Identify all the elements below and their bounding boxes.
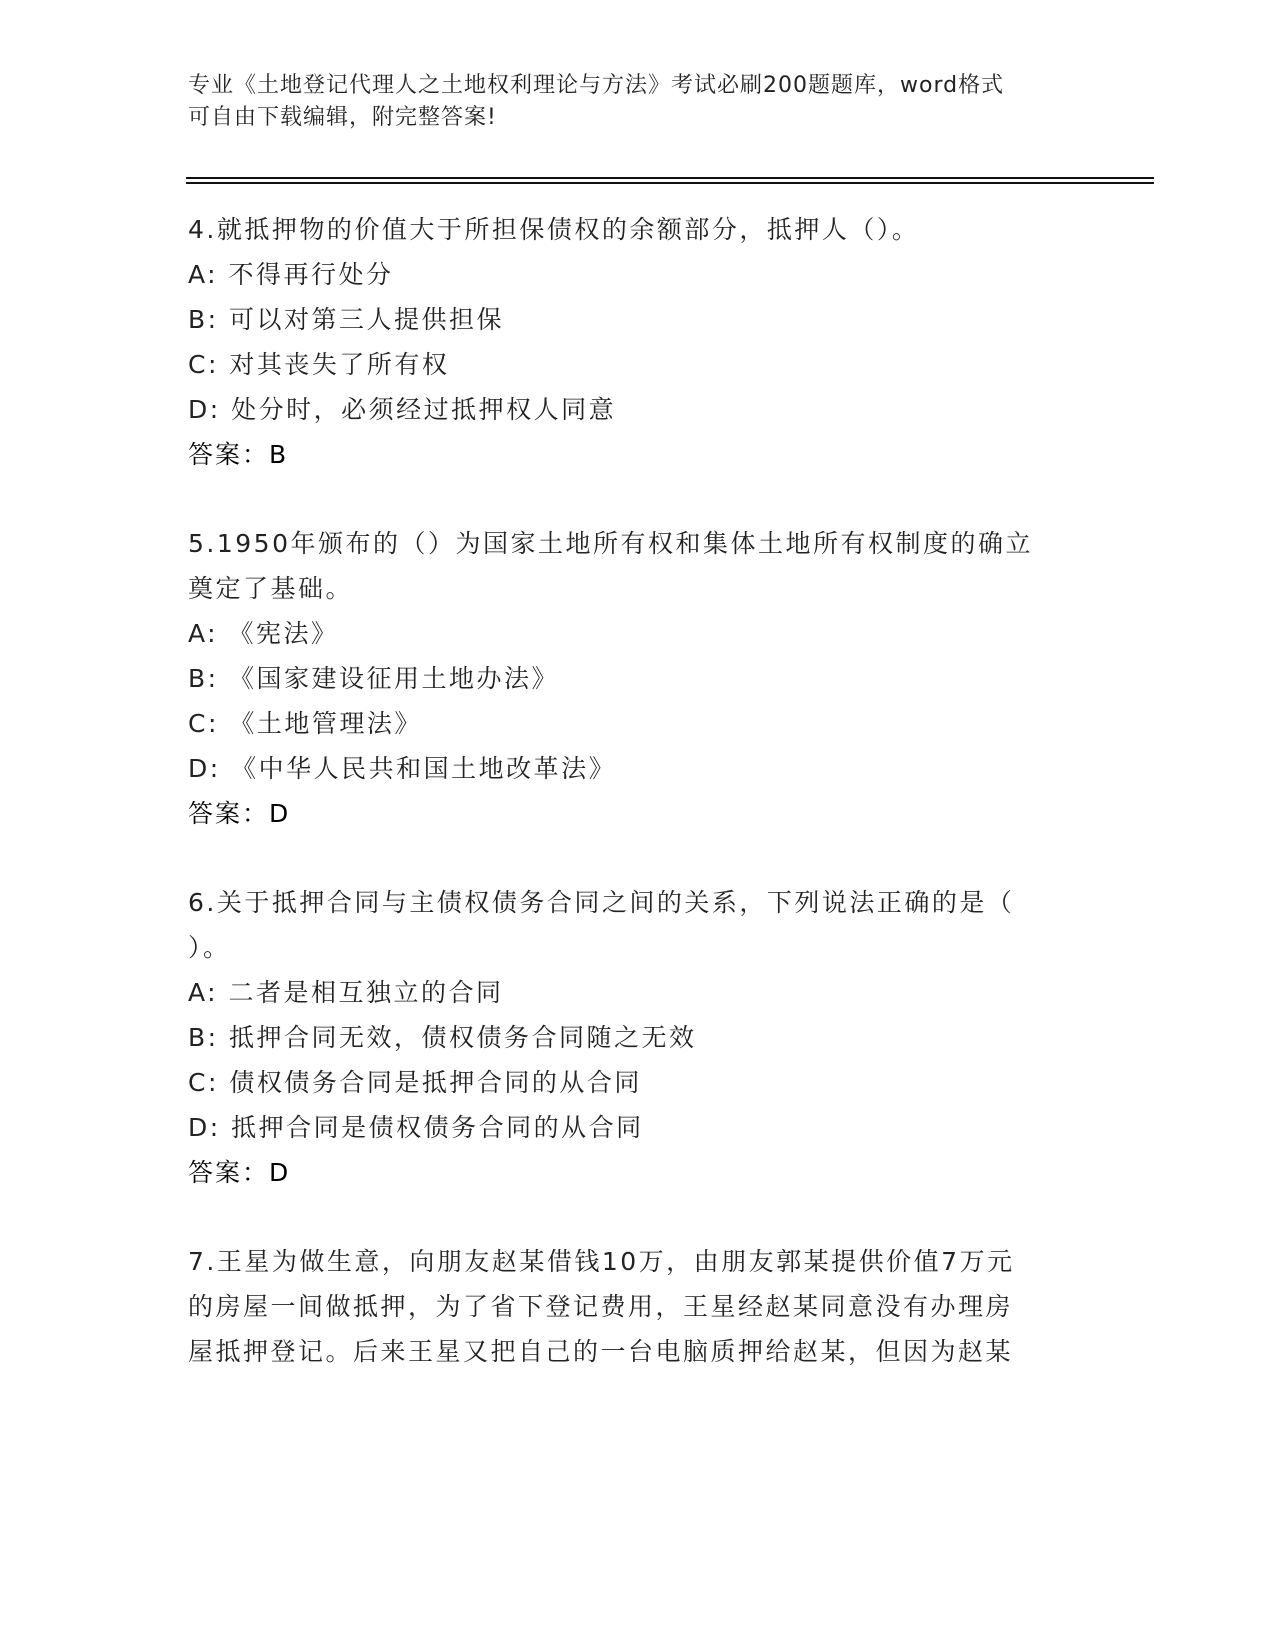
question-stem [188,880,1068,970]
option-a: A: 《宪法》 [188,619,339,648]
question-spacer [188,836,1068,880]
stem-line: 5.1950年颁布的（）为国家土地所有权和集体土地所有权制度的确立 [188,529,1033,558]
option-d: D: 处分时，必须经过抵押权人同意 [188,395,617,424]
question-stem [188,1239,1068,1374]
option-b: B: 抵押合同无效，债权债务合同随之无效 [188,1023,697,1052]
stem-line: ）。 [188,933,231,962]
option-c: C: 债权债务合同是抵押合同的从合同 [188,1068,642,1097]
question-4 [188,207,1068,477]
option-b: B: 可以对第三人提供担保 [188,305,505,334]
stem-line: 7.王星为做生意，向朋友赵某借钱10万，由朋友郭某提供价值7万元 [188,1247,1015,1276]
question-stem [188,207,1068,252]
header-divider-bottom [186,182,1154,184]
option-a: A: 二者是相互独立的合同 [188,978,504,1007]
question-5 [188,521,1068,836]
question-6 [188,880,1068,1195]
document-header [188,70,1068,134]
header-line-1: 专业《土地登记代理人之土地权利理论与方法》考试必刷200题题库，word格式 [188,73,1005,98]
stem-line: 4.就抵押物的价值大于所担保债权的余额部分，抵押人（）。 [188,215,920,244]
document-body [188,207,1068,1374]
question-7 [188,1239,1068,1374]
answer-line: 答案：D [188,1158,291,1187]
header-line-2: 可自由下载编辑，附完整答案! [188,105,497,130]
stem-line: 奠定了基础。 [188,574,354,603]
option-b: B: 《国家建设征用土地办法》 [188,664,560,693]
answer-line: 答案：B [188,440,289,469]
question-spacer [188,477,1068,521]
question-spacer [188,1195,1068,1239]
option-a: A: 不得再行处分 [188,260,394,289]
header-divider-top [186,177,1154,179]
question-stem [188,521,1068,611]
stem-line: 6.关于抵押合同与主债权债务合同之间的关系，下列说法正确的是（ [188,888,1015,917]
option-c: C: 《土地管理法》 [188,709,422,738]
option-d: D: 抵押合同是债权债务合同的从合同 [188,1113,644,1142]
option-c: C: 对其丧失了所有权 [188,350,450,379]
option-d: D: 《中华人民共和国土地改革法》 [188,754,617,783]
answer-line: 答案：D [188,799,291,828]
stem-line: 的房屋一间做抵押，为了省下登记费用，王星经赵某同意没有办理房 [188,1292,1014,1321]
stem-line: 屋抵押登记。后来王星又把自己的一台电脑质押给赵某，但因为赵某 [188,1337,1014,1366]
